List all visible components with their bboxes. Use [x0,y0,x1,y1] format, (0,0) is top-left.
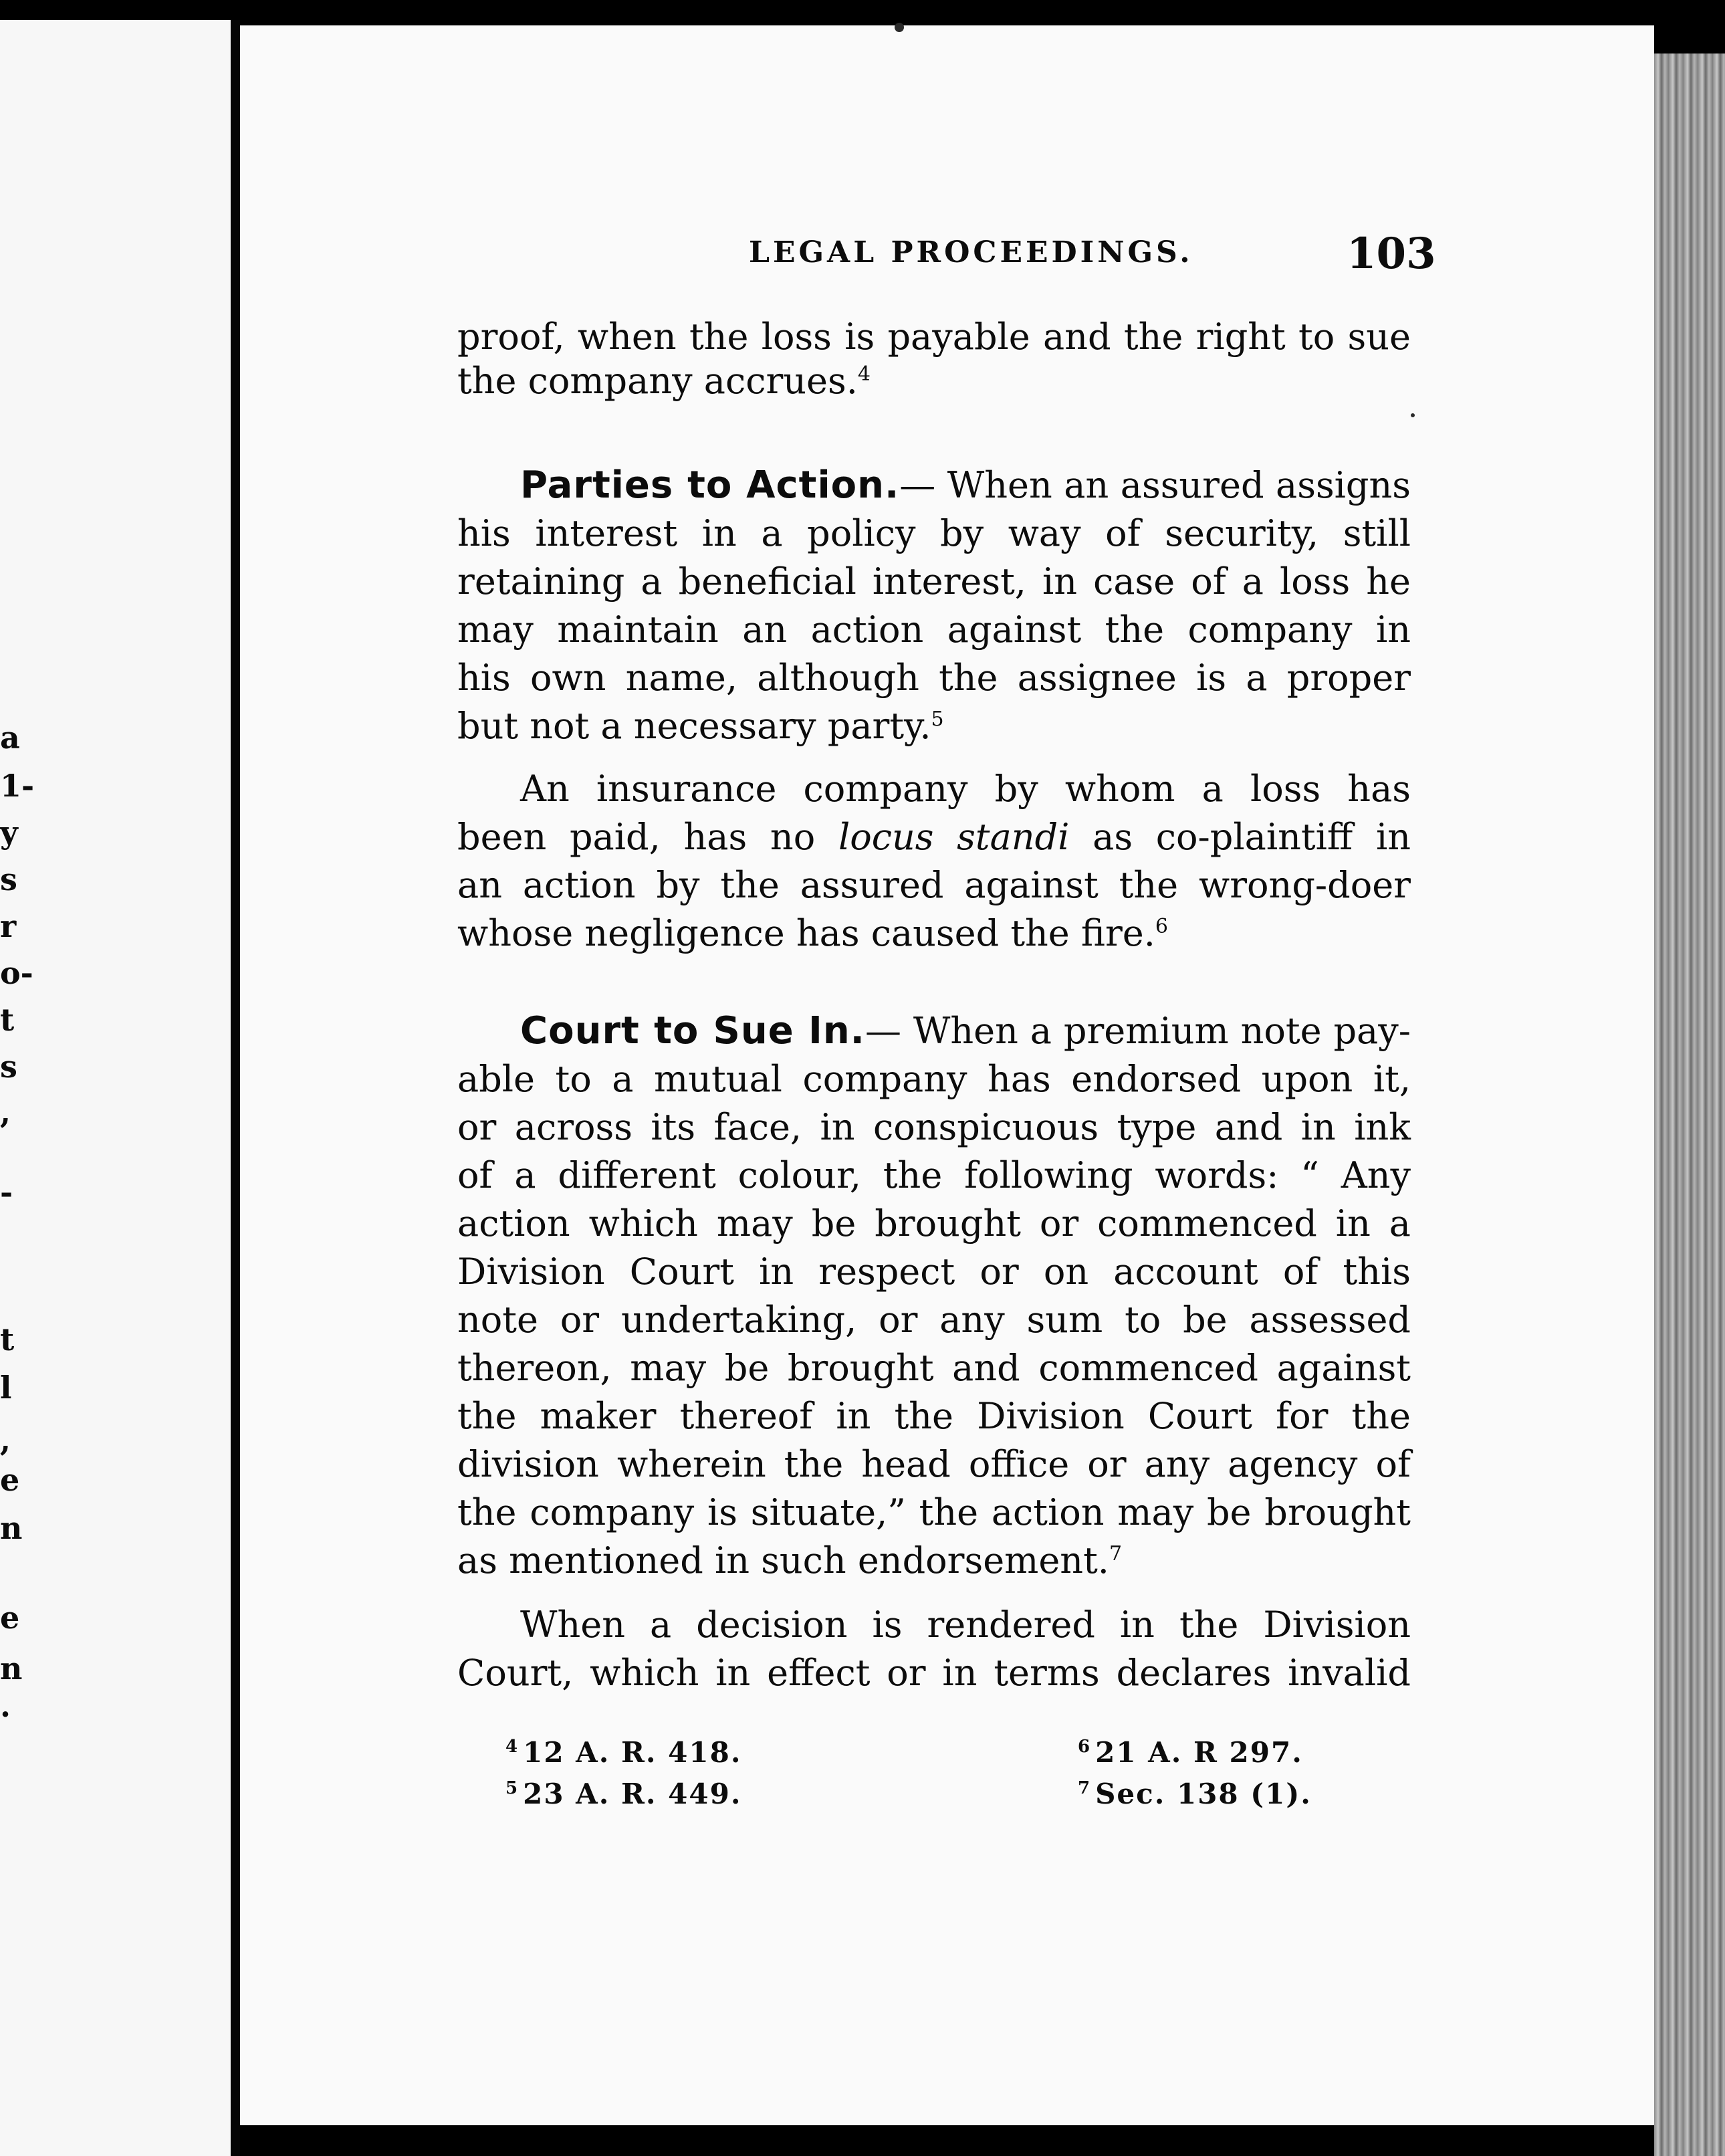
text-line: able to a mutual company has endorsed upon it, [457,1058,1411,1100]
text-line: of a different colour, the following words: “ Any [457,1154,1411,1196]
left-page-fragment: e [0,1462,20,1498]
text-line: thereon, may be brought and commenced against [457,1347,1411,1389]
text-line-content: the company accrues. [457,360,858,402]
section-heading-court-to-sue-in: Court to Sue In. [520,1009,865,1053]
left-page-fragment: s [0,861,17,897]
text-line: When a decision is rendered in the Division [520,1604,1411,1646]
footnote-text: 12 A. R. 418. [523,1736,742,1769]
text-line-content: but not a necessary party. [457,705,931,747]
footnote [1078,1777,1312,1810]
footnote-ref: 4 [857,362,871,386]
footnote-number: 4 [505,1737,520,1757]
left-page-text-fragments [0,722,40,1792]
section-first-line [520,1007,1411,1055]
footnote-text: 23 A. R. 449. [523,1777,742,1810]
text-line: or across its face, in conspicuous type and in ink [457,1106,1411,1148]
footnote [505,1736,741,1769]
text-line-content: — When an assured assigns [899,464,1411,506]
footnote-text: Sec. 138 (1). [1095,1777,1312,1810]
text-line: the company is situate,” the action may be brought [457,1491,1411,1533]
text-line: an action by the assured against the wrong-doer [457,864,1411,906]
text-line: note or undertaking, or any sum to be assessed [457,1299,1411,1341]
left-page-fragment: s [0,1049,17,1085]
text-line: may maintain an action against the company in [457,609,1411,651]
text-line: proof, when the loss is payable and the right to sue [457,316,1411,358]
left-page-fragment: , [0,1094,11,1130]
text-line: his own name, although the assignee is a proper [457,657,1411,699]
left-page-fragment: 1- [0,768,35,804]
left-page-fragment: y [0,815,18,851]
left-page-fragment: , [0,1422,11,1458]
page-edges [1654,53,1725,2156]
left-page-fragment: r [0,908,17,944]
text-line: Division Court in respect or on account of this [457,1251,1411,1293]
left-page-fragment: t [0,1002,15,1038]
footnote-ref: 6 [1155,915,1168,938]
page-number: 103 [1347,229,1436,279]
text-line-content: whose negligence has caused the fire. [457,912,1155,954]
left-page-fragment: o- [0,955,33,991]
running-head: LEGAL PROCEEDINGS. [749,235,1193,270]
text-line [457,702,1411,750]
footnote-number: 5 [505,1778,520,1798]
book-gutter [231,20,240,2156]
text-line: Court, which in effect or in terms declares invalid [457,1652,1411,1694]
text-line-content: been paid, has no [457,816,838,858]
scan-speck [895,23,904,32]
text-line [457,909,1411,958]
left-page-fragment: - [0,1174,13,1210]
footnote-ref: 7 [1109,1542,1123,1566]
left-page-fragment: t [0,1321,15,1358]
text-line: division wherein the head office or any agency of [457,1443,1411,1485]
text-line-content: as mentioned in such endorsement. [457,1539,1109,1582]
footnote-text: 21 A. R 297. [1095,1736,1303,1769]
left-page-fragment: . [0,1688,11,1724]
footnote [505,1777,741,1810]
scan-speck [1411,413,1415,417]
left-page-fragment: a [0,720,20,756]
left-page-fragment: n [0,1650,23,1687]
italic-phrase: locus standi [838,816,1070,858]
text-line: action which may be brought or commenced in a [457,1202,1411,1245]
text-line [457,1537,1411,1585]
text-line: An insurance company by whom a loss has [520,768,1411,810]
footnote [1078,1736,1303,1769]
text-line [457,813,1411,861]
section-heading-parties-to-action: Parties to Action. [520,463,900,507]
left-page-fragment: n [0,1510,23,1546]
text-line: retaining a beneficial interest, in case of a loss he [457,560,1411,603]
left-page-fragment: l [0,1370,12,1406]
footnote-ref: 5 [931,708,944,731]
text-line: his interest in a policy by way of security, still [457,512,1411,554]
text-line: the maker thereof in the Division Court for the [457,1395,1411,1437]
section-first-line [520,461,1411,510]
footnote-number: 7 [1078,1778,1092,1798]
text-line-content: — When a premium note pay- [865,1010,1411,1052]
text-line [457,357,1411,405]
left-page-fragment: e [0,1600,20,1636]
footnote-number: 6 [1078,1737,1092,1757]
text-line-content: as co-plaintiff in [1069,816,1411,858]
